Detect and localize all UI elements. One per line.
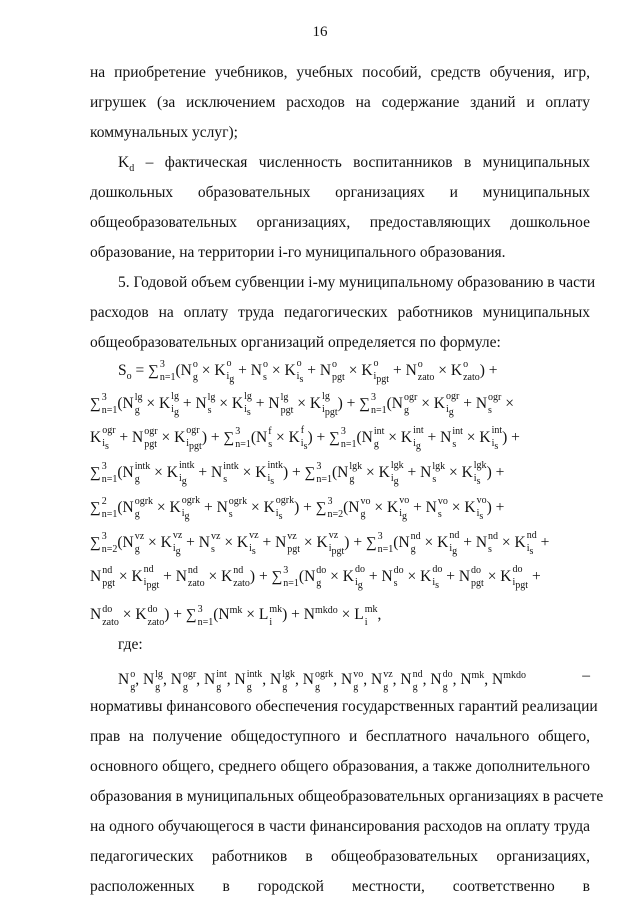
text-line: игрушек (за исключением расходов на содержание зданий и оплату — [90, 94, 590, 111]
formula-line: ∑ 3 n=2 (N vz g × K vz $i_g$ + N vz s × K vz $i_s$ + N vz pgt × K vz $i_{pgt}$ ) + ∑ 3 n=1 (N nd g × K nd $i_g$ + N nd s × K nd $i_s$ + — [90, 529, 550, 557]
norms-symbols-line: N o g , N lg g , N ogr g , N int g , N intk g , N lgk g , N ogrk g , N vo g , N vz g , N nd g , N do g , $N^{mk}$, $N^{mkdo}$ – — [118, 667, 590, 693]
formula-line: ∑ 3 n=1 (N intk g × K intk $i_g$ + N intk s × K intk $i_s$ ) + ∑ 3 n=1 (N lgk g × K lgk $i_g$ + N lgk s × K lgk $i_s$ ) + — [90, 459, 505, 487]
text-line: на одного обучающегося в части финансирования расходов на оплату труда — [90, 818, 590, 835]
formula-line: K ogr $i_s$ + N ogr pgt × K ogr $i_{pgt}$ ) + ∑ 3 n=1 (N f s × K f $i_s$ ) + ∑ 3 n=1 (N int g × K int $i_g$ + N int s × K int $i_s$ ) + — [90, 424, 520, 452]
text-line: нормативы финансового обеспечения государственных гарантий реализации — [90, 698, 598, 715]
text-line: расходов на оплату труда педагогических работников муниципальных — [90, 304, 590, 321]
text-line: коммунальных услуг); — [90, 124, 238, 141]
text-line: на приобретение учебников, учебных пособий, средств обучения, игр, — [90, 64, 590, 81]
formula-line: ∑ 2 n=1 (N ogrk g × K ogrk $i_g$ + N ogrk s × K ogrk $i_s$ ) + ∑ 3 n=2 (N vo g × K vo $i_g$ + N vo s × K vo $i_s$ ) + — [90, 494, 505, 522]
text-line: педагогических работников в общеобразовательных организациях, — [90, 848, 590, 865]
text-line: дошкольных образовательных организациях и муниципальных — [90, 184, 590, 201]
formula-line: N nd pgt × K nd $i_{pgt}$ + N nd zato × K nd zato ) + ∑ 3 n=1 (N do g × K do $i_g$ + N do s × K do $i_s$ + N do pgt × K do $i_{pgt}$ + — [90, 563, 541, 591]
kd-definition-line: $K_d$ – фактическая численность воспитанников в муниципальных — [118, 154, 590, 175]
text-line: основного общего, среднего общего образования, а также дополнительного — [90, 758, 590, 775]
text-line: прав на получение общедоступного и бесплатного начального общего, — [90, 728, 590, 745]
text-line: общеобразовательных организациях, предоставляющих дошкольное — [90, 214, 590, 231]
page-number: 16 — [312, 24, 328, 40]
where-label: где: — [118, 636, 143, 653]
formula-line: ∑ 3 n=1 (N lg g × K lg $i_g$ + N lg s × K lg $i_s$ + N lg pgt × K lg $i_{pgt}$ ) + ∑ 3 n=1 (N ogr g × K ogr $i_g$ + N ogr s × — [90, 390, 514, 418]
formula-line: $S_o$ = ∑ 3 n=1 (N o g × K o $i_g$ + N o s × K o $i_s$ + N o pgt × K o $i_{pgt}$ + N o zato × K o zato ) + — [118, 357, 498, 385]
text-line: общеобразовательных организаций определяется по формуле: — [90, 334, 501, 351]
formula-line: N do zato × K do zato ) + ∑ 3 n=1 ($N^{mk} \times L$ mk i ) + $N^{mkdo} \times L$ mk i , — [90, 603, 382, 628]
text-line: расположенных в городской местности, соответственно в — [90, 878, 590, 895]
text-line: 5. Годовой объем субвенции i-му муниципальному образованию в части — [118, 274, 596, 291]
text-line: образования в муниципальных общеобразовательных организациях в расчете — [90, 788, 604, 805]
text-line: образование, на территории i-го муниципального образования. — [90, 244, 506, 261]
dash: – — [582, 667, 590, 684]
